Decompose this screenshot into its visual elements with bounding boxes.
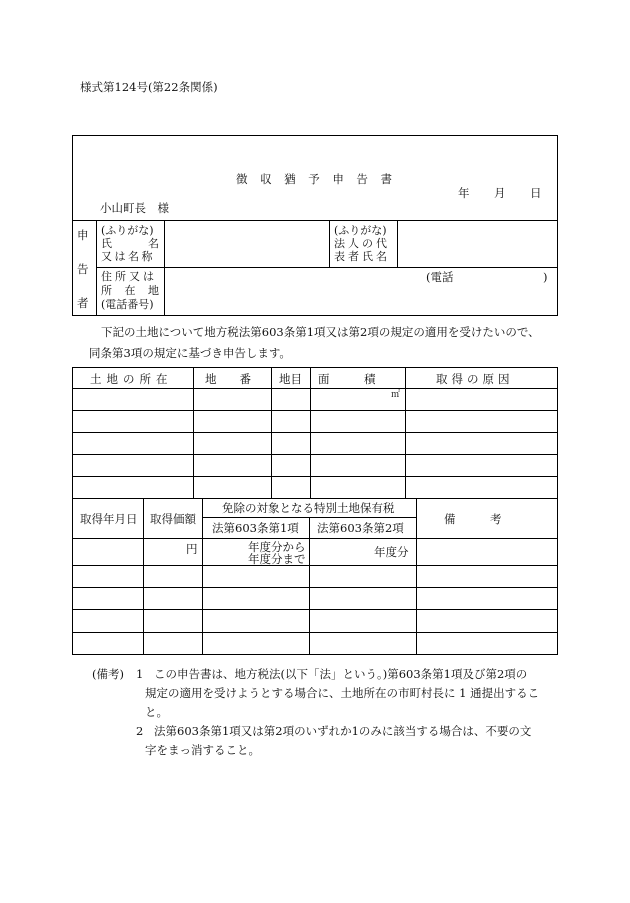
address-label-line3: (電話番号) <box>101 298 154 311</box>
header-exempt-tax: 免除の対象となる特別土地保有税 <box>222 501 395 515</box>
row-divider <box>72 609 558 610</box>
rep-label-line2: 法人の代 <box>334 237 390 250</box>
rep-left-divider <box>329 220 330 267</box>
field-label-divider <box>164 220 165 316</box>
note-2-line2: 字をまっ消すること。 <box>145 743 260 757</box>
header-acquisition-price: 取得価額 <box>150 512 196 526</box>
name-char: 名 <box>148 237 159 250</box>
row-divider <box>72 432 558 433</box>
header-land-category: 地目 <box>279 372 302 386</box>
address-char: 地 <box>148 284 159 297</box>
name-label <box>101 237 159 250</box>
form-title <box>236 172 392 186</box>
note-2-line1: 法第603条第1項又は第2項のいずれか1のみに該当する場合は、不要の文 <box>154 724 532 738</box>
name-char: 氏 <box>101 237 112 250</box>
header-article-603-1: 法第603条第1項 <box>212 521 299 535</box>
title-char: 申 <box>332 172 344 186</box>
row-divider <box>72 632 558 633</box>
row-divider <box>72 538 558 539</box>
rep-furigana-label: (ふりがな) <box>334 224 387 237</box>
exempt-subheader-line <box>202 517 416 518</box>
note-2-number: 2 <box>136 724 144 738</box>
form-number: 様式第124号(第22条関係) <box>80 80 218 94</box>
row-divider <box>72 454 558 455</box>
row-divider <box>72 587 558 588</box>
addressee: 小山町長 様 <box>100 201 169 215</box>
applicant-label-char: 者 <box>77 296 89 310</box>
row-divider <box>72 388 558 389</box>
title-char: 収 <box>260 172 272 186</box>
title-char: 書 <box>380 172 392 186</box>
date-month-label: 月 <box>494 186 506 200</box>
yen-unit: 円 <box>186 542 198 556</box>
statement-line2: 同条第3項の規定に基づき申告します。 <box>89 346 291 360</box>
title-char: 告 <box>356 172 368 186</box>
from-fiscal-year-label: 年度分から <box>248 540 306 554</box>
address-char: 所 <box>101 284 112 297</box>
row-divider <box>72 410 558 411</box>
section-divider <box>72 498 558 499</box>
header-lot-number: 地 番 <box>205 372 251 386</box>
title-char: 徴 <box>236 172 248 186</box>
title-char: 猶 <box>284 172 296 186</box>
note-1-number: 1 <box>136 667 144 681</box>
applicant-label-char: 告 <box>77 262 89 276</box>
header-acquisition-reason: 取得の原因 <box>436 372 514 386</box>
statement-line1: 下記の土地について地方税法第603条第1項又は第2項の規定の適用を受けたいので、 <box>101 325 540 339</box>
header-area: 面 積 <box>318 372 376 386</box>
row-divider <box>72 476 558 477</box>
fiscal-year-portion-label: 年度分 <box>374 545 409 559</box>
date-year-label: 年 <box>458 186 470 200</box>
address-label-line1: 住所又は <box>101 270 157 283</box>
address-label-line2 <box>101 284 159 297</box>
address-char: 在 <box>124 284 136 297</box>
header-acquisition-date: 取得年月日 <box>80 512 138 526</box>
note-1-line1: この申告書は、地方税法(以下「法」という。)第603条第1項及び第2項の <box>154 667 528 681</box>
name-or-title-label: 又は名称 <box>101 250 155 263</box>
applicant-label-divider <box>96 220 97 316</box>
note-1-line3: と。 <box>145 705 168 719</box>
header-remarks: 備 考 <box>444 512 502 526</box>
area-unit: ㎡ <box>391 390 401 400</box>
date-day-label: 日 <box>530 186 542 200</box>
applicant-mid-line <box>96 267 558 268</box>
header-article-603-2: 法第603条第2項 <box>317 521 404 535</box>
name-furigana-label: (ふりがな) <box>101 224 154 237</box>
row-divider <box>72 565 558 566</box>
to-fiscal-year-label: 年度分まで <box>248 552 306 566</box>
phone-close-label: ) <box>543 270 548 284</box>
title-char: 予 <box>308 172 320 186</box>
header-land-location: 土地の所在 <box>90 372 173 386</box>
address-field[interactable] <box>166 269 556 314</box>
note-1-line2: 規定の適用を受けようとする場合に、土地所在の市町村長に 1 通提出するこ <box>145 686 540 700</box>
applicant-label-char: 申 <box>77 228 89 242</box>
applicant-top-line <box>72 220 558 221</box>
rep-label-line3: 表者氏名 <box>334 250 390 263</box>
rep-right-divider <box>397 220 398 267</box>
phone-open-label: (電話 <box>426 270 454 284</box>
notes-heading: (備考) <box>92 667 124 681</box>
name-field[interactable] <box>166 222 327 265</box>
representative-name-field[interactable] <box>399 222 556 265</box>
